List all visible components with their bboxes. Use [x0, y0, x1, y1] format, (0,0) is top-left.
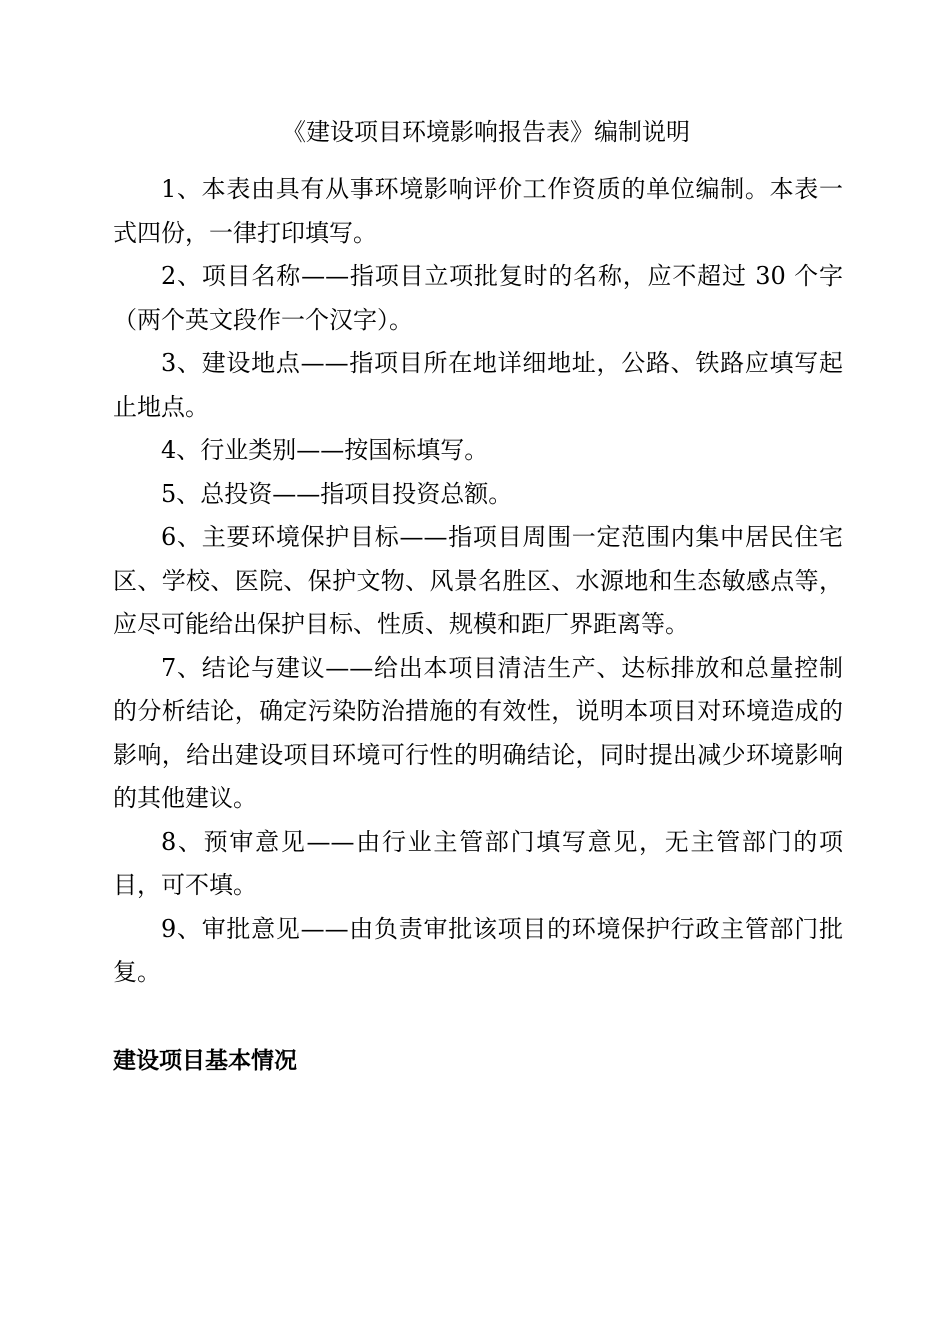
instruction-item-4: 4、行业类别——按国标填写。: [161, 436, 489, 464]
instruction-item-1: 1、本表由具有从事环境影响评价工作资质的单位编制。本表一式四份，一律打印填写。: [113, 175, 843, 247]
instruction-item-7: 7、结论与建议——给出本项目清洁生产、达标排放和总量控制的分析结论，确定污染防治措施的有效性，说明本项目对环境造成的影响，给出建设项目环境可行性的明确结论，同时提出减少环境影响的其他建议。: [113, 653, 843, 812]
document-title: 《建设项目环境影响报告表》编制说明: [282, 118, 690, 146]
instruction-list: [113, 168, 843, 995]
instruction-item-8: 8、预审意见——由行业主管部门填写意见，无主管部门的项目，可不填。: [113, 827, 843, 899]
instruction-item-6: 6、主要环境保护目标——指项目周围一定范围内集中居民住宅区、学校、医院、保护文物、风景名胜区、水源地和生态敏感点等，应尽可能给出保护目标、性质、规模和距厂界距离等。: [113, 523, 843, 638]
instruction-item-2: 2、项目名称——指项目立项批复时的名称，应不超过 30 个字（两个英文段作一个汉字）。: [113, 262, 843, 334]
instruction-item-3: 3、建设地点——指项目所在地详细地址，公路、铁路应填写起止地点。: [113, 349, 843, 421]
instruction-item-5: 5、总投资——指项目投资总额。: [161, 479, 513, 508]
instruction-item-9: 9、审批意见——由负责审批该项目的环境保护行政主管部门批复。: [113, 914, 843, 986]
section-heading: 建设项目基本情况: [113, 1048, 297, 1074]
